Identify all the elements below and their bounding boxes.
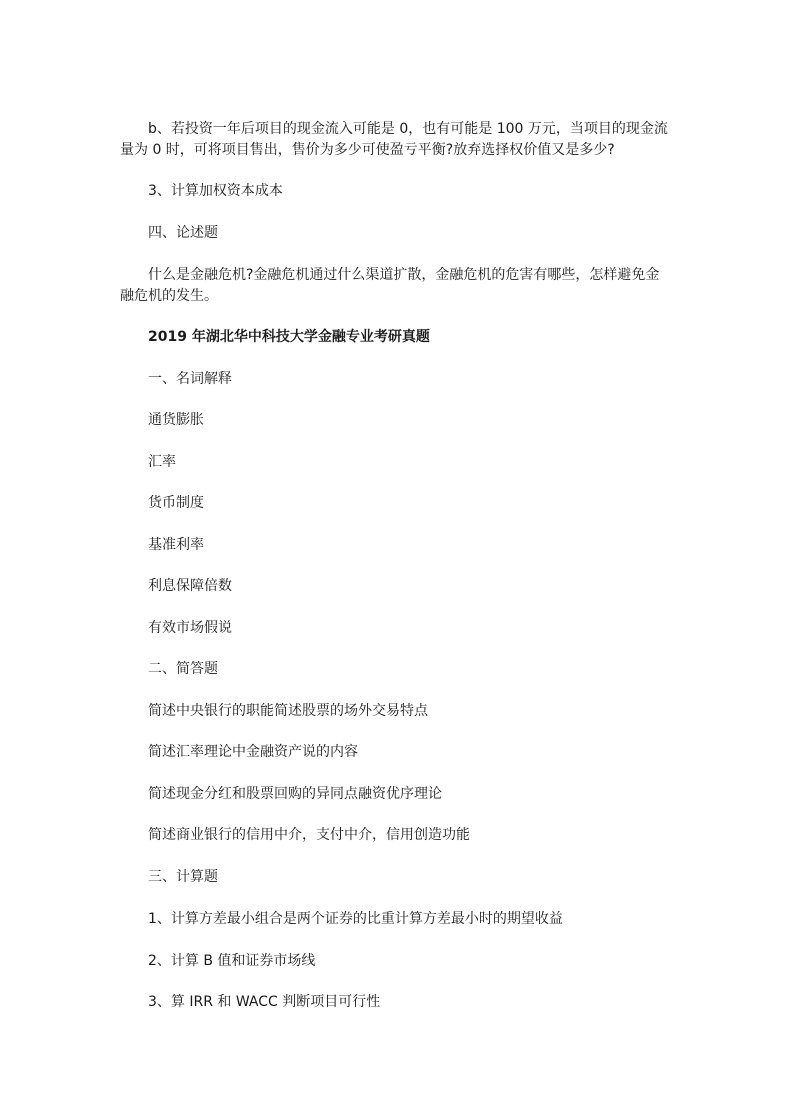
term-item: 基准利率 xyxy=(148,537,204,553)
essay-question-line-2: 融危机的发生。 xyxy=(120,288,218,304)
section-heading-calculation: 三、计算题 xyxy=(148,869,218,885)
exam-title: 2019 年湖北华中科技大学金融专业考研真题 xyxy=(148,329,430,345)
term-item: 货币制度 xyxy=(148,495,204,511)
term-item: 通货膨胀 xyxy=(148,412,204,428)
term-item: 汇率 xyxy=(148,454,176,470)
short-answer-item: 简述汇率理论中金融资产说的内容 xyxy=(148,744,358,760)
section-heading-essay: 四、论述题 xyxy=(148,225,218,241)
term-item: 利息保障倍数 xyxy=(148,578,232,594)
term-item: 有效市场假说 xyxy=(148,620,232,636)
calculation-item: 2、计算 B 值和证券市场线 xyxy=(148,953,316,969)
section-heading-short-answer: 二、简答题 xyxy=(148,661,218,677)
short-answer-item: 简述现金分红和股票回购的异同点融资优序理论 xyxy=(148,786,442,802)
essay-question-line-1: 什么是金融危机?金融危机通过什么渠道扩散，金融危机的危害有哪些，怎样避免金 xyxy=(148,267,660,283)
short-answer-item: 简述商业银行的信用中介，支付中介，信用创造功能 xyxy=(148,827,470,843)
calculation-item-3: 3、计算加权资本成本 xyxy=(148,183,283,199)
calculation-item: 3、算 IRR 和 WACC 判断项目可行性 xyxy=(148,994,381,1010)
question-b-line-1: b、若投资一年后项目的现金流入可能是 0，也有可能是 100 万元，当项目的现金流 xyxy=(148,121,668,137)
short-answer-item: 简述中央银行的职能简述股票的场外交易特点 xyxy=(148,703,428,719)
question-b-line-2: 量为 0 时，可将项目售出，售价为多少可使盈亏平衡?放弃选择权价值又是多少? xyxy=(120,142,615,158)
section-heading-terms: 一、名词解释 xyxy=(148,371,232,387)
calculation-item: 1、计算方差最小组合是两个证券的比重计算方差最小时的期望收益 xyxy=(148,911,563,927)
